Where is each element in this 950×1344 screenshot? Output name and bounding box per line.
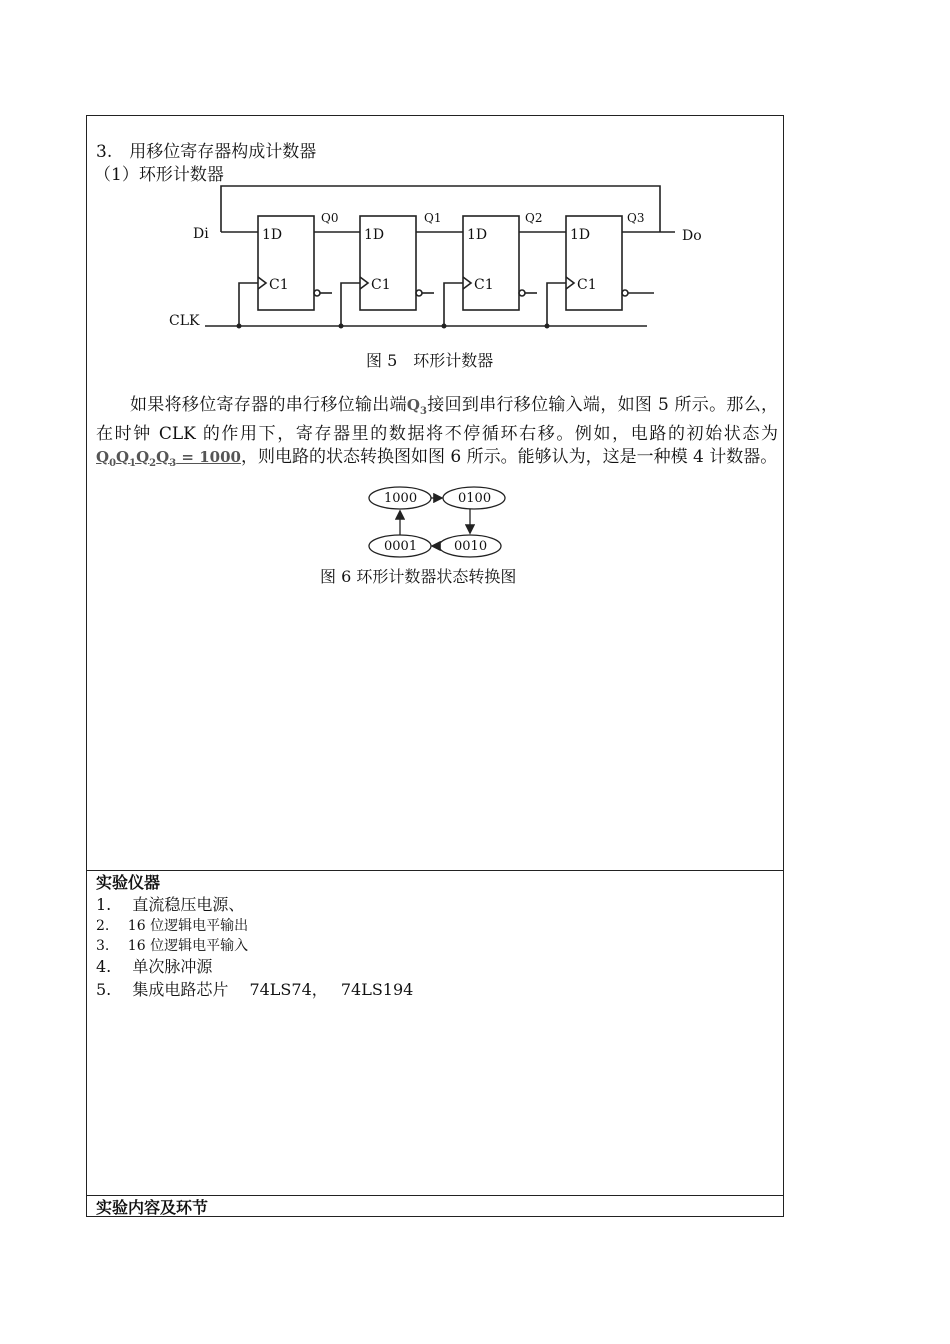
ff2-d-label: 1D xyxy=(467,227,488,243)
q2-label: Q2 xyxy=(525,211,543,225)
q0-label: Q0 xyxy=(321,211,339,225)
formula-q2: Q xyxy=(136,448,150,466)
document-table xyxy=(86,115,784,1217)
row-divider-2 xyxy=(87,1195,783,1196)
state-1000: 1000 xyxy=(384,491,418,506)
ff3-d-label: 1D xyxy=(570,227,591,243)
paragraph-part1: 如果将移位寄存器的串行移位输出端 xyxy=(130,395,407,415)
instrument-item-2: 2. 16 位逻辑电平输出 xyxy=(96,918,249,934)
instrument-item-5: 5. 集成电路芯片 74LS74， 74LS194 xyxy=(96,980,414,999)
section-heading: 3. 用移位寄存器构成计数器 xyxy=(96,142,317,162)
formula-sub3: 3 xyxy=(169,458,177,469)
state-0100: 0100 xyxy=(458,491,492,506)
input-label-di: Di xyxy=(193,226,209,242)
state-transition-diagram xyxy=(357,481,517,561)
state-0010: 0010 xyxy=(454,539,488,554)
paragraph-part2: 接回到串行移位输入端，如图 5 所示。那么，在时钟 CLK 的作用下，寄存器里的数据将不停循环右移。例如，电路的初始状态为 xyxy=(96,395,779,444)
ff2-c-label: C1 xyxy=(474,277,494,293)
output-label-do: Do xyxy=(682,228,702,244)
ff1-d-label: 1D xyxy=(364,227,385,243)
row-divider-1 xyxy=(87,870,783,871)
body-paragraph xyxy=(96,394,778,475)
initial-state-formula xyxy=(96,448,241,469)
q1-label: Q1 xyxy=(424,211,442,225)
formula-q3: Q xyxy=(156,448,170,466)
figure6-caption: 图 6 环形计数器状态转换图 xyxy=(320,567,517,586)
formula-value: = 1000 xyxy=(176,448,241,466)
content-title: 实验内容及环节 xyxy=(96,1198,209,1217)
formula-sub0: 0 xyxy=(109,458,117,469)
clk-label: CLK xyxy=(169,313,200,329)
instrument-item-3: 3. 16 位逻辑电平输入 xyxy=(96,938,249,954)
instrument-item-1: 1. 直流稳压电源、 xyxy=(96,895,245,914)
instrument-item-4: 4. 单次脉冲源 xyxy=(96,957,213,976)
state-0001: 0001 xyxy=(384,539,418,554)
figure5-caption: 图 5 环形计数器 xyxy=(366,351,494,370)
q3-symbol xyxy=(406,396,427,417)
formula-q0: Q xyxy=(96,448,110,466)
ff3-c-label: C1 xyxy=(577,277,597,293)
ff0-c-label: C1 xyxy=(269,277,289,293)
section-subheading: （1）环形计数器 xyxy=(94,165,224,185)
formula-sub1: 1 xyxy=(129,458,137,469)
q3-letter: Q xyxy=(406,396,420,414)
ff1-c-label: C1 xyxy=(371,277,391,293)
formula-sub2: 2 xyxy=(149,458,157,469)
formula-q1: Q xyxy=(116,448,130,466)
q3-label: Q3 xyxy=(627,211,645,225)
q3-subscript: 3 xyxy=(419,406,427,417)
paragraph-part3: ，则电路的状态转换图如图 6 所示。能够认为，这是一种模 4 计数器。 xyxy=(240,447,778,467)
instruments-title: 实验仪器 xyxy=(96,873,161,892)
ff0-d-label: 1D xyxy=(262,227,283,243)
